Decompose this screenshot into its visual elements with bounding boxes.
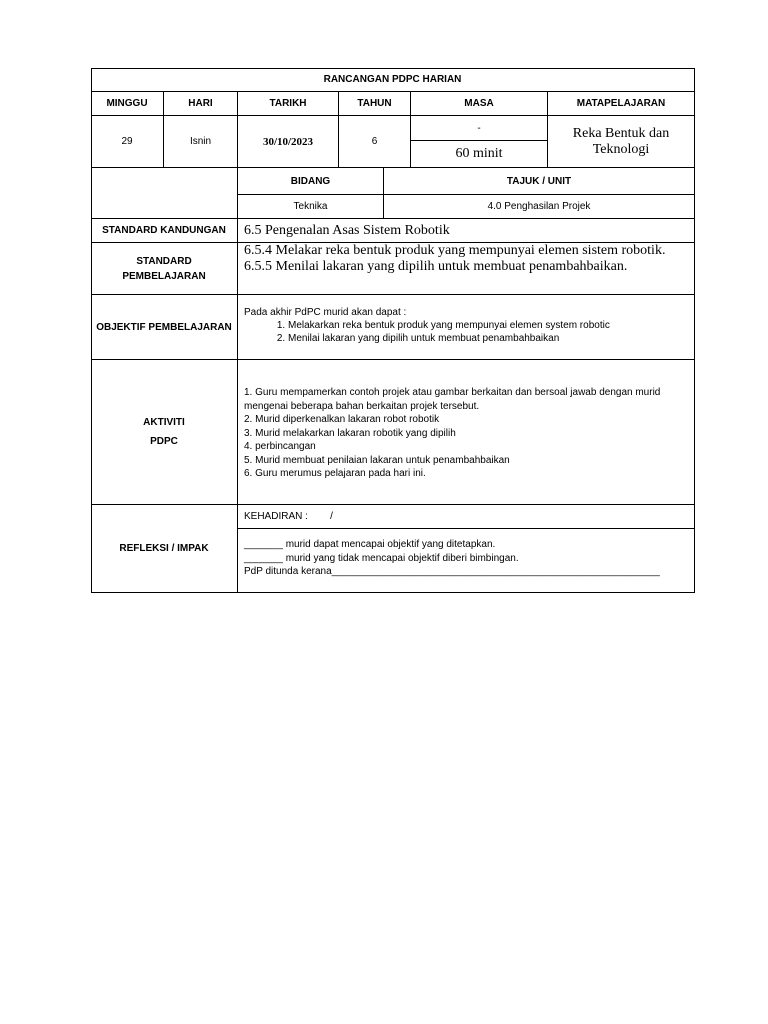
value-tajuk-unit: 4.0 Penghasilan Projek — [384, 195, 695, 219]
value-masa-top: - — [411, 116, 548, 141]
header-matapelajaran: MATAPELAJARAN — [548, 92, 695, 116]
header-hari: HARI — [164, 92, 238, 116]
aktiviti-item: 1. Guru mempamerkan contoh projek atau gambar berkaitan dan bersoal jawab dengan murid mengenai beberapa bahan berkaitan projek tersebut. — [244, 387, 661, 412]
objektif-list — [244, 319, 610, 345]
value-objektif-pembelajaran — [238, 295, 695, 360]
value-standard-pembelajaran — [238, 243, 695, 295]
value-refleksi — [238, 529, 695, 593]
aktiviti-item: 2. Murid diperkenalkan lakaran robot robotik — [244, 414, 440, 425]
header-tajuk-unit: TAJUK / UNIT — [384, 168, 695, 195]
header-minggu: MINGGU — [91, 92, 164, 116]
refleksi-line: _______ murid dapat mencapai objektif yang ditetapkan. — [244, 539, 496, 550]
value-matapelajaran: Reka Bentuk dan Teknologi — [548, 116, 695, 168]
value-minggu: 29 — [91, 116, 164, 168]
refleksi-line: PdP ditunda kerana___________________________________________________________ — [244, 566, 660, 577]
value-kehadiran: KEHADIRAN : / — [238, 505, 695, 529]
aktiviti-item: 6. Guru merumus pelajaran pada hari ini. — [244, 468, 426, 479]
header-masa: MASA — [411, 92, 548, 116]
label-aktiviti-pdpc — [91, 360, 238, 505]
label-standard-pembelajaran: STANDARD PEMBELAJARAN — [91, 243, 238, 295]
header-bidang: BIDANG — [238, 168, 384, 195]
value-hari: Isnin — [164, 116, 238, 168]
aktiviti-item: 4. perbincangan — [244, 441, 316, 452]
label-objektif-pembelajaran: OBJEKTIF PEMBELAJARAN — [91, 295, 238, 360]
empty-cell — [91, 168, 238, 219]
objektif-item: 2. Menilai lakaran yang dipilih untuk membuat penambahbaikan — [288, 332, 610, 345]
value-tahun: 6 — [339, 116, 411, 168]
header-tahun: TAHUN — [339, 92, 411, 116]
value-aktiviti-pdpc — [238, 360, 695, 505]
document-title: RANCANGAN PDPC HARIAN — [91, 68, 695, 92]
objektif-intro: Pada akhir PdPC murid akan dapat : — [244, 307, 407, 318]
refleksi-line: _______ murid yang tidak mencapai objektif diberi bimbingan. — [244, 552, 519, 564]
standard-pembelajaran-item: 6.5.4 Melakar reka bentuk produk yang mempunyai elemen sistem robotik. — [244, 243, 666, 258]
objektif-item: 1. Melakarkan reka bentuk produk yang mempunyai elemen system robotic — [288, 319, 610, 332]
aktiviti-item: 5. Murid membuat penilaian lakaran untuk penambahbaikan — [244, 454, 510, 466]
aktiviti-label-line2: PDPC — [150, 436, 178, 447]
aktiviti-label-line1: AKTIVITI — [143, 417, 185, 428]
value-masa-duration: 60 minit — [411, 141, 548, 168]
header-tarikh: TARIKH — [238, 92, 339, 116]
aktiviti-item: 3. Murid melakarkan lakaran robotik yang dipilih — [244, 427, 456, 439]
label-refleksi-impak: REFLEKSI / IMPAK — [91, 505, 238, 593]
value-bidang: Teknika — [238, 195, 384, 219]
lesson-plan-table — [91, 68, 695, 593]
value-standard-kandungan: 6.5 Pengenalan Asas Sistem Robotik — [238, 219, 695, 243]
value-tarikh: 30/10/2023 — [238, 116, 339, 168]
label-standard-kandungan: STANDARD KANDUNGAN — [91, 219, 238, 243]
standard-pembelajaran-item: 6.5.5 Menilai lakaran yang dipilih untuk membuat penambahbaikan. — [244, 259, 628, 274]
